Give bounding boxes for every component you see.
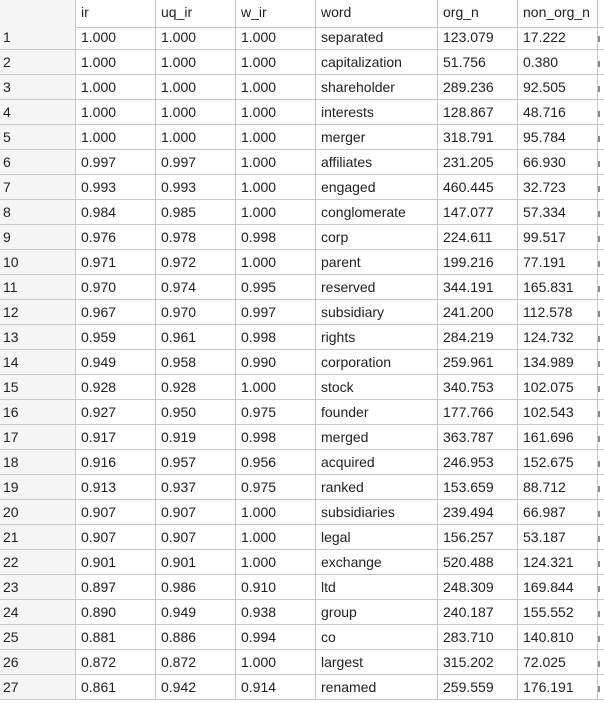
- w-ir-cell[interactable]: 0.956: [236, 450, 316, 475]
- w-ir-cell[interactable]: 1.000: [236, 50, 316, 75]
- non-org-n-cell[interactable]: 165.831: [518, 275, 598, 300]
- non-org-n-cell[interactable]: 77.191: [518, 250, 598, 275]
- overflow-cell: [598, 250, 604, 275]
- uq-ir-cell[interactable]: 0.919: [156, 425, 236, 450]
- ir-cell[interactable]: 0.949: [76, 350, 156, 375]
- overflow-cell: [598, 475, 604, 500]
- org-n-cell[interactable]: 460.445: [438, 175, 518, 200]
- truncation-mark: [598, 111, 600, 117]
- truncation-mark: [598, 311, 600, 317]
- org-n-cell[interactable]: 246.953: [438, 450, 518, 475]
- non-org-n-cell[interactable]: 66.987: [518, 500, 598, 525]
- w-ir-cell[interactable]: 1.000: [236, 75, 316, 100]
- word-cell[interactable]: legal: [316, 525, 438, 550]
- w-ir-cell[interactable]: 0.914: [236, 675, 316, 700]
- word-cell[interactable]: engaged: [316, 175, 438, 200]
- org-n-cell[interactable]: 177.766: [438, 400, 518, 425]
- w-ir-cell[interactable]: 0.998: [236, 425, 316, 450]
- overflow-cell: [598, 425, 604, 450]
- row-header[interactable]: 3: [0, 75, 76, 100]
- non-org-n-cell[interactable]: 17.222: [518, 25, 598, 50]
- org-n-cell[interactable]: 156.257: [438, 525, 518, 550]
- ir-cell[interactable]: 0.971: [76, 250, 156, 275]
- truncation-mark: [598, 336, 600, 342]
- row-header[interactable]: 11: [0, 275, 76, 300]
- ir-cell[interactable]: 0.993: [76, 175, 156, 200]
- non-org-n-cell[interactable]: 155.552: [518, 600, 598, 625]
- overflow-cell: [598, 300, 604, 325]
- org-n-cell[interactable]: 520.488: [438, 550, 518, 575]
- word-cell[interactable]: interests: [316, 100, 438, 125]
- non-org-n-cell[interactable]: 124.732: [518, 325, 598, 350]
- ir-cell[interactable]: 0.872: [76, 650, 156, 675]
- w-ir-cell[interactable]: 1.000: [236, 250, 316, 275]
- org-n-cell[interactable]: 231.205: [438, 150, 518, 175]
- uq-ir-cell[interactable]: 0.872: [156, 650, 236, 675]
- ir-cell[interactable]: 0.997: [76, 150, 156, 175]
- row-header[interactable]: 21: [0, 525, 76, 550]
- truncation-mark: [598, 536, 600, 542]
- row-header[interactable]: 24: [0, 600, 76, 625]
- w-ir-cell[interactable]: 1.000: [236, 150, 316, 175]
- ir-cell[interactable]: 0.959: [76, 325, 156, 350]
- uq-ir-cell[interactable]: 0.970: [156, 300, 236, 325]
- w-ir-cell[interactable]: 1.000: [236, 25, 316, 50]
- uq-ir-cell[interactable]: 0.907: [156, 525, 236, 550]
- word-cell[interactable]: separated: [316, 25, 438, 50]
- uq-ir-cell[interactable]: 0.937: [156, 475, 236, 500]
- corner-cell[interactable]: [0, 0, 76, 28]
- word-cell[interactable]: group: [316, 600, 438, 625]
- non-org-n-cell[interactable]: 152.675: [518, 450, 598, 475]
- word-cell[interactable]: renamed: [316, 675, 438, 700]
- truncation-mark: [598, 61, 600, 67]
- truncation-mark: [598, 461, 600, 467]
- uq-ir-cell[interactable]: 0.986: [156, 575, 236, 600]
- non-org-n-cell[interactable]: 88.712: [518, 475, 598, 500]
- non-org-n-cell[interactable]: 57.334: [518, 200, 598, 225]
- word-cell[interactable]: merged: [316, 425, 438, 450]
- non-org-n-cell[interactable]: 53.187: [518, 525, 598, 550]
- row-header[interactable]: 25: [0, 625, 76, 650]
- column-header-non-org-n[interactable]: non_org_n: [518, 0, 598, 28]
- w-ir-cell[interactable]: 0.975: [236, 400, 316, 425]
- row-header[interactable]: 16: [0, 400, 76, 425]
- overflow-cell: [598, 625, 604, 650]
- word-cell[interactable]: exchange: [316, 550, 438, 575]
- ir-cell[interactable]: 0.970: [76, 275, 156, 300]
- truncation-mark: [598, 436, 600, 442]
- uq-ir-cell[interactable]: 1.000: [156, 125, 236, 150]
- row-header[interactable]: 23: [0, 575, 76, 600]
- overflow-cell: [598, 600, 604, 625]
- overflow-cell: [598, 225, 604, 250]
- non-org-n-cell[interactable]: 112.578: [518, 300, 598, 325]
- row-header[interactable]: 10: [0, 250, 76, 275]
- row-header[interactable]: 14: [0, 350, 76, 375]
- org-n-cell[interactable]: 123.079: [438, 25, 518, 50]
- truncation-mark: [598, 486, 600, 492]
- uq-ir-cell[interactable]: 0.997: [156, 150, 236, 175]
- ir-cell[interactable]: 0.881: [76, 625, 156, 650]
- word-cell[interactable]: stock: [316, 375, 438, 400]
- ir-cell[interactable]: 0.976: [76, 225, 156, 250]
- ir-cell[interactable]: 0.861: [76, 675, 156, 700]
- overflow-cell: [598, 350, 604, 375]
- org-n-cell[interactable]: 284.219: [438, 325, 518, 350]
- uq-ir-cell[interactable]: 1.000: [156, 100, 236, 125]
- word-cell[interactable]: capitalization: [316, 50, 438, 75]
- uq-ir-cell[interactable]: 1.000: [156, 25, 236, 50]
- word-cell[interactable]: ranked: [316, 475, 438, 500]
- uq-ir-cell[interactable]: 0.957: [156, 450, 236, 475]
- truncation-mark: [598, 236, 600, 242]
- uq-ir-cell[interactable]: 0.886: [156, 625, 236, 650]
- uq-ir-cell[interactable]: 0.950: [156, 400, 236, 425]
- word-cell[interactable]: corp: [316, 225, 438, 250]
- ir-cell[interactable]: 0.928: [76, 375, 156, 400]
- word-cell[interactable]: co: [316, 625, 438, 650]
- uq-ir-cell[interactable]: 0.972: [156, 250, 236, 275]
- ir-cell[interactable]: 0.916: [76, 450, 156, 475]
- word-cell[interactable]: rights: [316, 325, 438, 350]
- w-ir-cell[interactable]: 1.000: [236, 550, 316, 575]
- overflow-column-header: [598, 0, 604, 28]
- non-org-n-cell[interactable]: 66.930: [518, 150, 598, 175]
- org-n-cell[interactable]: 153.659: [438, 475, 518, 500]
- truncation-mark: [598, 36, 600, 42]
- w-ir-cell[interactable]: 0.998: [236, 325, 316, 350]
- non-org-n-cell[interactable]: 32.723: [518, 175, 598, 200]
- uq-ir-cell[interactable]: 1.000: [156, 75, 236, 100]
- overflow-cell: [598, 550, 604, 575]
- org-n-cell[interactable]: 51.756: [438, 50, 518, 75]
- row-header[interactable]: 17: [0, 425, 76, 450]
- overflow-cell: [598, 150, 604, 175]
- overflow-cell: [598, 200, 604, 225]
- org-n-cell[interactable]: 128.867: [438, 100, 518, 125]
- row-header[interactable]: 13: [0, 325, 76, 350]
- org-n-cell[interactable]: 240.187: [438, 600, 518, 625]
- truncation-mark: [598, 261, 600, 267]
- non-org-n-cell[interactable]: 140.810: [518, 625, 598, 650]
- overflow-cell: [598, 525, 604, 550]
- word-cell[interactable]: affiliates: [316, 150, 438, 175]
- row-header[interactable]: 9: [0, 225, 76, 250]
- ir-cell[interactable]: 0.897: [76, 575, 156, 600]
- overflow-cell: [598, 650, 604, 675]
- overflow-cell: [598, 400, 604, 425]
- non-org-n-cell[interactable]: 169.844: [518, 575, 598, 600]
- non-org-n-cell[interactable]: 161.696: [518, 425, 598, 450]
- w-ir-cell[interactable]: 0.990: [236, 350, 316, 375]
- ir-cell[interactable]: 1.000: [76, 50, 156, 75]
- overflow-cell: [598, 275, 604, 300]
- truncation-mark: [598, 136, 600, 142]
- word-cell[interactable]: ltd: [316, 575, 438, 600]
- row-header[interactable]: 18: [0, 450, 76, 475]
- row-header[interactable]: 27: [0, 675, 76, 700]
- org-n-cell[interactable]: 259.559: [438, 675, 518, 700]
- ir-cell[interactable]: 1.000: [76, 100, 156, 125]
- ir-cell[interactable]: 0.967: [76, 300, 156, 325]
- ir-cell[interactable]: 0.907: [76, 500, 156, 525]
- truncation-mark: [598, 511, 600, 517]
- column-header-org-n[interactable]: org_n: [438, 0, 518, 28]
- ir-cell[interactable]: 0.927: [76, 400, 156, 425]
- uq-ir-cell[interactable]: 1.000: [156, 50, 236, 75]
- word-cell[interactable]: merger: [316, 125, 438, 150]
- w-ir-cell[interactable]: 0.998: [236, 225, 316, 250]
- uq-ir-cell[interactable]: 0.949: [156, 600, 236, 625]
- non-org-n-cell[interactable]: 134.989: [518, 350, 598, 375]
- org-n-cell[interactable]: 289.236: [438, 75, 518, 100]
- overflow-cell: [598, 175, 604, 200]
- truncation-mark: [598, 411, 600, 417]
- ir-cell[interactable]: 0.984: [76, 200, 156, 225]
- row-header[interactable]: 6: [0, 150, 76, 175]
- uq-ir-cell[interactable]: 0.974: [156, 275, 236, 300]
- truncation-mark: [598, 611, 600, 617]
- non-org-n-cell[interactable]: 176.191: [518, 675, 598, 700]
- overflow-cell: [598, 100, 604, 125]
- uq-ir-cell[interactable]: 0.901: [156, 550, 236, 575]
- overflow-cell: [598, 575, 604, 600]
- org-n-cell[interactable]: 259.961: [438, 350, 518, 375]
- word-cell[interactable]: parent: [316, 250, 438, 275]
- row-header[interactable]: 2: [0, 50, 76, 75]
- word-cell[interactable]: largest: [316, 650, 438, 675]
- truncation-mark: [598, 361, 600, 367]
- overflow-cell: [598, 500, 604, 525]
- ir-cell[interactable]: 0.890: [76, 600, 156, 625]
- w-ir-cell[interactable]: 1.000: [236, 125, 316, 150]
- non-org-n-cell[interactable]: 95.784: [518, 125, 598, 150]
- overflow-cell: [598, 50, 604, 75]
- word-cell[interactable]: corporation: [316, 350, 438, 375]
- row-header[interactable]: 26: [0, 650, 76, 675]
- truncation-mark: [598, 586, 600, 592]
- non-org-n-cell[interactable]: 99.517: [518, 225, 598, 250]
- non-org-n-cell[interactable]: 72.025: [518, 650, 598, 675]
- word-cell[interactable]: conglomerate: [316, 200, 438, 225]
- overflow-cell: [598, 675, 604, 700]
- org-n-cell[interactable]: 344.191: [438, 275, 518, 300]
- w-ir-cell[interactable]: 0.994: [236, 625, 316, 650]
- word-cell[interactable]: acquired: [316, 450, 438, 475]
- overflow-cell: [598, 375, 604, 400]
- org-n-cell[interactable]: 239.494: [438, 500, 518, 525]
- word-cell[interactable]: reserved: [316, 275, 438, 300]
- w-ir-cell[interactable]: 0.997: [236, 300, 316, 325]
- org-n-cell[interactable]: 199.216: [438, 250, 518, 275]
- non-org-n-cell[interactable]: 92.505: [518, 75, 598, 100]
- w-ir-cell[interactable]: 0.910: [236, 575, 316, 600]
- word-cell[interactable]: subsidiary: [316, 300, 438, 325]
- w-ir-cell[interactable]: 1.000: [236, 200, 316, 225]
- row-header[interactable]: 4: [0, 100, 76, 125]
- overflow-cell: [598, 25, 604, 50]
- ir-cell[interactable]: 1.000: [76, 125, 156, 150]
- org-n-cell[interactable]: 283.710: [438, 625, 518, 650]
- truncation-mark: [598, 161, 600, 167]
- column-header-word[interactable]: word: [316, 0, 438, 28]
- row-header[interactable]: 1: [0, 25, 76, 50]
- overflow-cell: [598, 325, 604, 350]
- w-ir-cell[interactable]: 1.000: [236, 175, 316, 200]
- w-ir-cell[interactable]: 1.000: [236, 375, 316, 400]
- w-ir-cell[interactable]: 0.975: [236, 475, 316, 500]
- uq-ir-cell[interactable]: 0.942: [156, 675, 236, 700]
- uq-ir-cell[interactable]: 0.928: [156, 375, 236, 400]
- non-org-n-cell[interactable]: 48.716: [518, 100, 598, 125]
- ir-cell[interactable]: 0.907: [76, 525, 156, 550]
- w-ir-cell[interactable]: 1.000: [236, 500, 316, 525]
- truncation-mark: [598, 186, 600, 192]
- w-ir-cell[interactable]: 1.000: [236, 100, 316, 125]
- uq-ir-cell[interactable]: 0.907: [156, 500, 236, 525]
- overflow-cell: [598, 125, 604, 150]
- ir-cell[interactable]: 1.000: [76, 25, 156, 50]
- truncation-mark: [598, 211, 600, 217]
- row-header[interactable]: 15: [0, 375, 76, 400]
- row-header[interactable]: 8: [0, 200, 76, 225]
- uq-ir-cell[interactable]: 0.961: [156, 325, 236, 350]
- w-ir-cell[interactable]: 0.995: [236, 275, 316, 300]
- truncation-mark: [598, 386, 600, 392]
- uq-ir-cell[interactable]: 0.993: [156, 175, 236, 200]
- column-header-ir[interactable]: ir: [76, 0, 156, 28]
- ir-cell[interactable]: 0.913: [76, 475, 156, 500]
- column-header-w-ir[interactable]: w_ir: [236, 0, 316, 28]
- ir-cell[interactable]: 1.000: [76, 75, 156, 100]
- non-org-n-cell[interactable]: 102.075: [518, 375, 598, 400]
- org-n-cell[interactable]: 224.611: [438, 225, 518, 250]
- org-n-cell[interactable]: 147.077: [438, 200, 518, 225]
- ir-cell[interactable]: 0.901: [76, 550, 156, 575]
- column-header-uq-ir[interactable]: uq_ir: [156, 0, 236, 28]
- org-n-cell[interactable]: 248.309: [438, 575, 518, 600]
- ir-cell[interactable]: 0.917: [76, 425, 156, 450]
- overflow-cell: [598, 75, 604, 100]
- row-header[interactable]: 5: [0, 125, 76, 150]
- word-cell[interactable]: subsidiaries: [316, 500, 438, 525]
- non-org-n-cell[interactable]: 102.543: [518, 400, 598, 425]
- org-n-cell[interactable]: 340.753: [438, 375, 518, 400]
- org-n-cell[interactable]: 315.202: [438, 650, 518, 675]
- row-header[interactable]: 19: [0, 475, 76, 500]
- overflow-cell: [598, 450, 604, 475]
- truncation-mark: [598, 636, 600, 642]
- w-ir-cell[interactable]: 1.000: [236, 525, 316, 550]
- w-ir-cell[interactable]: 1.000: [236, 650, 316, 675]
- w-ir-cell[interactable]: 0.938: [236, 600, 316, 625]
- org-n-cell[interactable]: 241.200: [438, 300, 518, 325]
- uq-ir-cell[interactable]: 0.985: [156, 200, 236, 225]
- row-header[interactable]: 20: [0, 500, 76, 525]
- word-cell[interactable]: founder: [316, 400, 438, 425]
- truncation-mark: [598, 561, 600, 567]
- truncation-mark: [598, 286, 600, 292]
- uq-ir-cell[interactable]: 0.978: [156, 225, 236, 250]
- uq-ir-cell[interactable]: 0.958: [156, 350, 236, 375]
- truncation-mark: [598, 686, 600, 692]
- truncation-mark: [598, 86, 600, 92]
- row-header[interactable]: 12: [0, 300, 76, 325]
- non-org-n-cell[interactable]: 124.321: [518, 550, 598, 575]
- non-org-n-cell[interactable]: 0.380: [518, 50, 598, 75]
- org-n-cell[interactable]: 363.787: [438, 425, 518, 450]
- truncation-mark: [598, 661, 600, 667]
- word-cell[interactable]: shareholder: [316, 75, 438, 100]
- org-n-cell[interactable]: 318.791: [438, 125, 518, 150]
- row-header[interactable]: 22: [0, 550, 76, 575]
- row-header[interactable]: 7: [0, 175, 76, 200]
